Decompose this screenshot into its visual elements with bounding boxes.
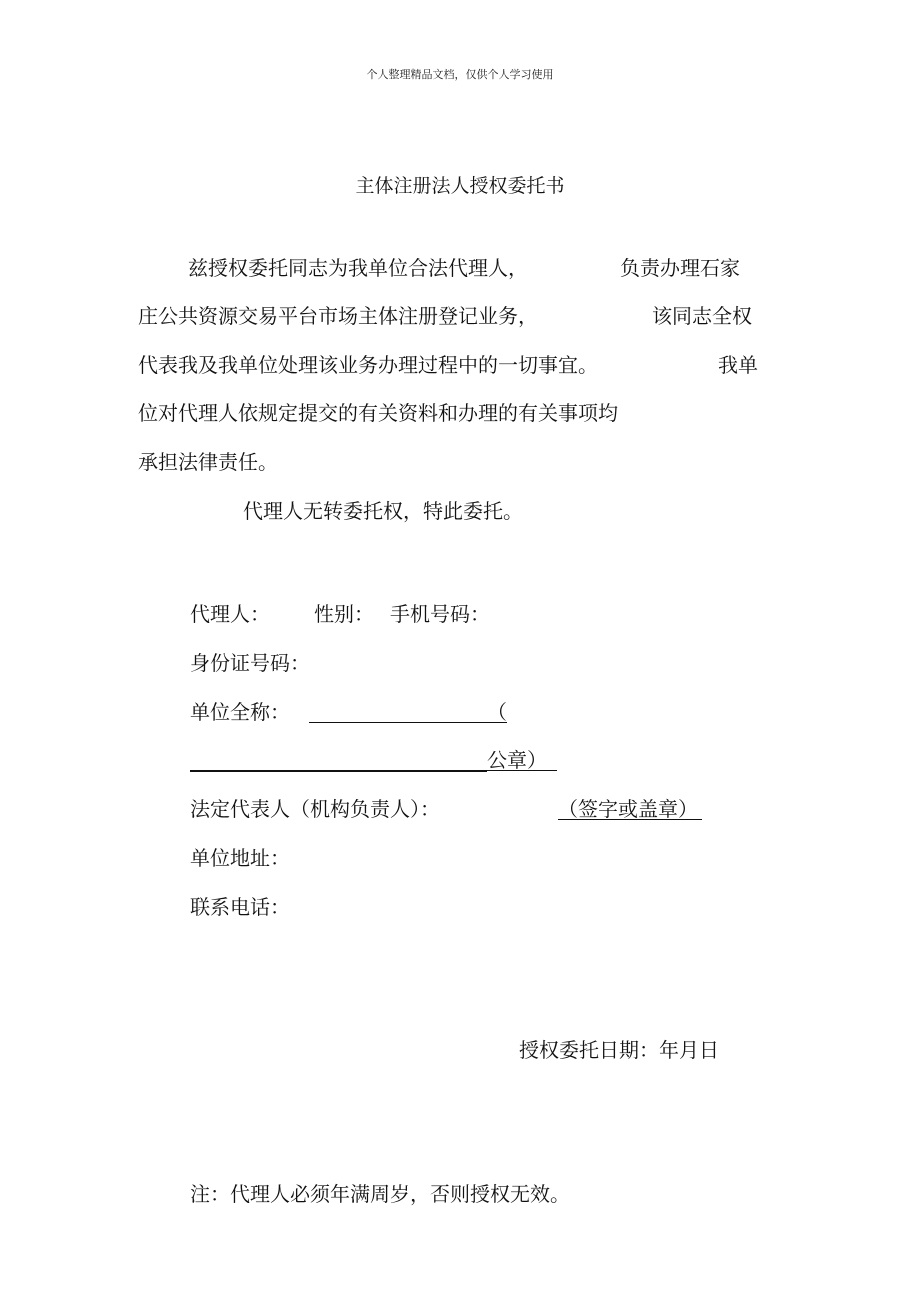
- unit-name-paren-open: （: [487, 700, 507, 724]
- paragraph-line-6: 代理人无转委托权，特此委托。: [243, 499, 523, 523]
- seal-text: 公章）: [487, 750, 557, 771]
- unit-name-label: 单位全称：: [190, 700, 290, 724]
- paragraph-line-1b: 负责办理石家: [620, 256, 740, 280]
- legal-representative-label: 法定代表人（机构负责人）：: [190, 797, 440, 821]
- paragraph-line-2b: 该同志全权: [652, 304, 752, 328]
- document-title: 主体注册法人授权委托书: [355, 175, 565, 197]
- contact-phone-label: 联系电话：: [190, 895, 290, 919]
- paragraph-line-3a: 代表我及我单位处理该业务办理过程中的一切事宜。: [138, 353, 598, 377]
- signature-or-seal-text: （签字或盖章）: [558, 799, 702, 820]
- page-header-note: 个人整理精品文档，仅供个人学习使用: [366, 68, 554, 81]
- id-number-label: 身份证号码：: [190, 651, 310, 675]
- paragraph-line-3b: 我单: [718, 353, 758, 377]
- authorization-date: 授权委托日期：年月日: [519, 1038, 719, 1062]
- paragraph-line-1a: 兹授权委托同志为我单位合法代理人，: [188, 256, 528, 280]
- paragraph-line-2a: 庄公共资源交易平台市场主体注册登记业务，: [138, 304, 538, 328]
- agent-label: 代理人：: [190, 602, 270, 626]
- phone-label: 手机号码：: [390, 602, 490, 626]
- paragraph-line-5: 承担法律责任。: [138, 450, 278, 474]
- unit-address-label: 单位地址：: [190, 846, 290, 870]
- paragraph-line-4: 位对代理人依规定提交的有关资料和办理的有关事项均: [138, 401, 618, 425]
- seal-blank-line: [190, 770, 487, 772]
- footnote: 注：代理人必须年满周岁，否则授权无效。: [190, 1182, 570, 1206]
- gender-label: 性别：: [314, 602, 374, 626]
- unit-name-blank-line: [309, 722, 487, 723]
